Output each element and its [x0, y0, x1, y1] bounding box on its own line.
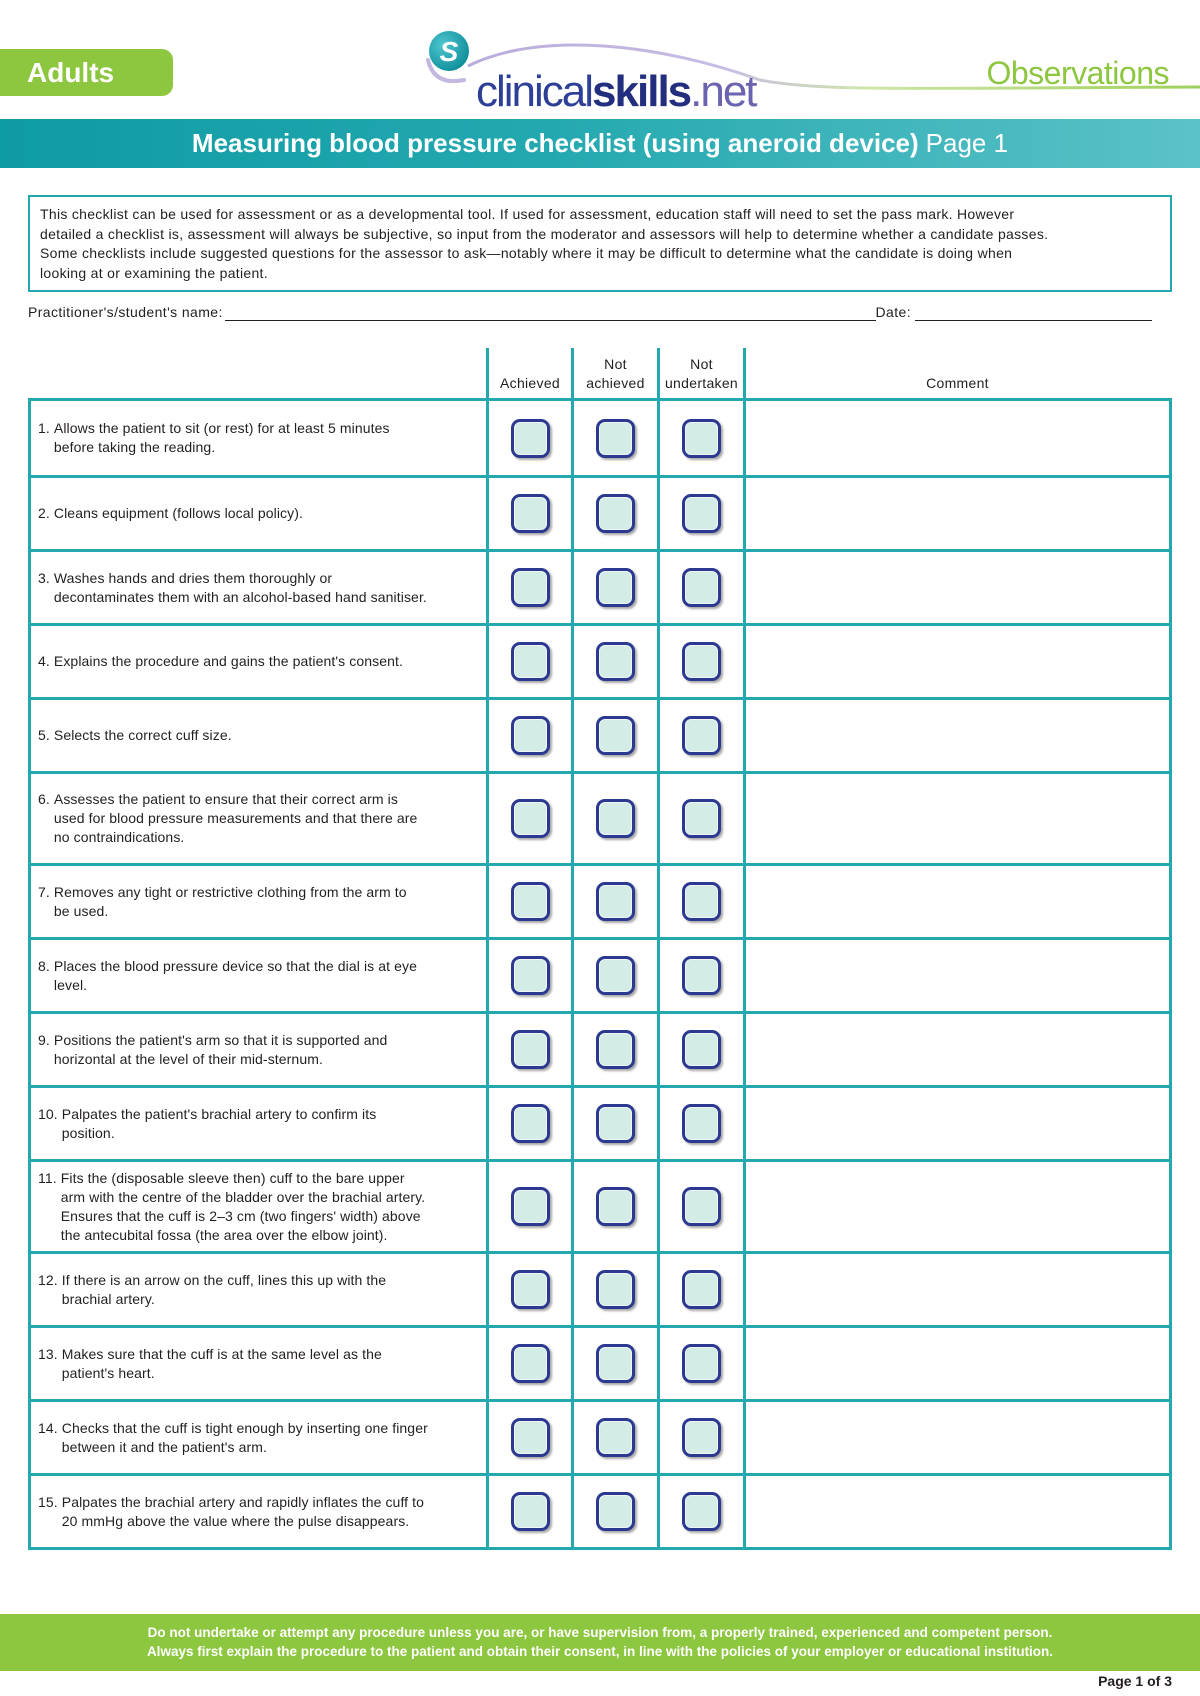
step-text	[54, 1031, 387, 1069]
step-text-line: Washes hands and dries them thoroughly or	[53, 569, 333, 586]
step-item	[38, 1419, 428, 1457]
not-achieved-checkbox[interactable]	[596, 1270, 635, 1309]
step-text-line: Removes any tight or restrictive clothing from the arm to	[53, 883, 407, 900]
step-text-line: decontaminates them with an alcohol-based hand sanitiser.	[53, 588, 427, 605]
step-text-line: Explains the procedure and gains the patient's consent.	[53, 653, 403, 669]
checklist-table	[28, 398, 1172, 1550]
achieved-cell	[486, 1162, 571, 1251]
name-field[interactable]	[225, 306, 876, 321]
column-header-not-undertaken	[657, 348, 743, 398]
date-label: Date:	[875, 304, 911, 320]
step-text	[54, 883, 407, 921]
checklist-row	[31, 549, 1169, 623]
column-header-comment	[743, 348, 1169, 398]
not-achieved-checkbox[interactable]	[596, 1418, 635, 1457]
not-achieved-checkbox[interactable]	[596, 1030, 635, 1069]
not-undertaken-cell	[657, 626, 743, 697]
logo-word-skills: skills	[592, 67, 691, 116]
comment-field[interactable]	[743, 401, 1169, 475]
step-cell	[31, 1328, 486, 1399]
step-cell	[31, 700, 486, 771]
step-item	[38, 419, 390, 457]
not-undertaken-cell	[657, 1328, 743, 1399]
step-number: 7.	[38, 883, 50, 900]
not-achieved-cell	[571, 1476, 657, 1547]
checklist-row	[31, 1473, 1169, 1547]
step-item	[38, 790, 417, 847]
not-undertaken-checkbox[interactable]	[682, 956, 721, 995]
not-achieved-checkbox[interactable]	[596, 1344, 635, 1383]
logo-wordmark	[476, 67, 756, 116]
step-cell	[31, 774, 486, 863]
checklist-row	[31, 1085, 1169, 1159]
step-text	[62, 1105, 377, 1143]
step-text	[54, 790, 417, 847]
step-text-line: Positions the patient's arm so that it is supported and	[53, 1031, 388, 1048]
step-number: 9.	[38, 1031, 50, 1048]
achieved-cell	[486, 401, 571, 475]
comment-field[interactable]	[743, 1014, 1169, 1085]
not-undertaken-cell	[657, 700, 743, 771]
not-achieved-checkbox[interactable]	[596, 956, 635, 995]
achieved-checkbox[interactable]	[511, 494, 550, 533]
column-header-label: Not undertaken	[664, 356, 739, 391]
achieved-checkbox[interactable]	[511, 1187, 550, 1226]
step-cell	[31, 1254, 486, 1325]
not-achieved-checkbox[interactable]	[596, 1187, 635, 1226]
step-cell	[31, 1162, 486, 1251]
step-cell	[31, 1402, 486, 1473]
logo-mark-letter: S	[439, 36, 459, 67]
step-item	[38, 1031, 387, 1069]
step-text-line: Allows the patient to sit (or rest) for at least 5 minutes	[53, 420, 390, 436]
achieved-cell	[486, 1328, 571, 1399]
date-field[interactable]	[915, 306, 1152, 321]
not-undertaken-checkbox[interactable]	[682, 716, 721, 755]
not-undertaken-checkbox[interactable]	[682, 1344, 721, 1383]
not-undertaken-cell	[657, 866, 743, 937]
not-undertaken-cell	[657, 1254, 743, 1325]
not-achieved-cell	[571, 774, 657, 863]
column-header-label: Achieved	[500, 375, 560, 391]
not-achieved-checkbox[interactable]	[596, 1492, 635, 1531]
step-number: 3.	[38, 569, 50, 586]
step-number: 4.	[38, 653, 50, 669]
not-achieved-checkbox[interactable]	[596, 882, 635, 921]
achieved-checkbox[interactable]	[511, 419, 550, 458]
comment-field[interactable]	[743, 1162, 1169, 1251]
step-text	[54, 726, 232, 745]
achieved-checkbox[interactable]	[511, 642, 550, 681]
header-spacer	[31, 348, 486, 398]
achieved-cell	[486, 478, 571, 549]
step-text-line: Checks that the cuff is tight enough by inserting one finger	[61, 1419, 428, 1436]
step-number: 12.	[38, 1271, 58, 1288]
step-number: 15.	[38, 1493, 58, 1510]
step-cell	[31, 940, 486, 1011]
achieved-cell	[486, 700, 571, 771]
table-header	[31, 348, 1169, 398]
achieved-checkbox[interactable]	[511, 1030, 550, 1069]
comment-field[interactable]	[743, 1476, 1169, 1547]
step-item	[38, 883, 407, 921]
not-achieved-checkbox[interactable]	[596, 568, 635, 607]
step-item	[38, 726, 232, 745]
achieved-cell	[486, 626, 571, 697]
checklist-row	[31, 697, 1169, 771]
step-item	[38, 1493, 424, 1531]
step-cell	[31, 552, 486, 623]
not-achieved-checkbox[interactable]	[596, 419, 635, 458]
step-cell	[31, 1476, 486, 1547]
achieved-cell	[486, 1402, 571, 1473]
not-achieved-cell	[571, 866, 657, 937]
step-text-line: patient's heart.	[61, 1364, 155, 1381]
comment-field[interactable]	[743, 478, 1169, 549]
page-title: Measuring blood pressure checklist (using aneroid device)	[191, 128, 919, 158]
not-undertaken-cell	[657, 1088, 743, 1159]
not-undertaken-checkbox[interactable]	[682, 1104, 721, 1143]
achieved-cell	[486, 1476, 571, 1547]
achieved-checkbox[interactable]	[511, 1344, 550, 1383]
not-achieved-cell	[571, 700, 657, 771]
not-undertaken-checkbox[interactable]	[682, 1492, 721, 1531]
checklist-row	[31, 1399, 1169, 1473]
not-undertaken-checkbox[interactable]	[682, 1187, 721, 1226]
checklist-row	[31, 401, 1169, 475]
achieved-checkbox[interactable]	[511, 882, 550, 921]
step-item	[38, 1169, 425, 1245]
safety-notice-line: Always first explain the procedure to the patient and obtain their consent, in line with the policies of your employer or educational institution.	[146, 1644, 1054, 1659]
step-item	[38, 504, 303, 523]
step-text-line: brachial artery.	[61, 1290, 155, 1307]
candidate-details	[28, 302, 1152, 321]
not-undertaken-checkbox[interactable]	[682, 1030, 721, 1069]
achieved-checkbox[interactable]	[511, 1270, 550, 1309]
checklist-row	[31, 1011, 1169, 1085]
not-undertaken-cell	[657, 401, 743, 475]
step-cell	[31, 401, 486, 475]
checklist-row	[31, 475, 1169, 549]
step-text-line: 20 mmHg above the value where the pulse disappears.	[61, 1512, 410, 1529]
step-item	[38, 1271, 386, 1309]
not-undertaken-cell	[657, 1476, 743, 1547]
category-tab-adults: Adults	[0, 49, 173, 96]
checklist-row	[31, 937, 1169, 1011]
not-achieved-cell	[571, 1254, 657, 1325]
safety-notice	[0, 1614, 1200, 1671]
step-number: 11.	[38, 1169, 57, 1186]
achieved-cell	[486, 866, 571, 937]
step-text-line: Makes sure that the cuff is at the same level as the	[61, 1345, 382, 1362]
logo-word-net: .net	[690, 67, 756, 116]
not-undertaken-cell	[657, 552, 743, 623]
step-text-line: Ensures that the cuff is 2–3 cm (two fingers' width) above	[60, 1207, 421, 1224]
step-text	[54, 419, 390, 457]
not-achieved-checkbox[interactable]	[596, 799, 635, 838]
logo-word-clinical: clinical	[476, 67, 593, 116]
not-undertaken-cell	[657, 1162, 743, 1251]
intro-box	[28, 195, 1172, 292]
not-achieved-cell	[571, 1402, 657, 1473]
step-cell	[31, 1014, 486, 1085]
not-undertaken-checkbox[interactable]	[682, 882, 721, 921]
checklist-row	[31, 863, 1169, 937]
not-undertaken-cell	[657, 1402, 743, 1473]
step-text-line: Palpates the brachial artery and rapidly inflates the cuff to	[61, 1493, 425, 1510]
intro-line: looking at or examining the patient.	[40, 264, 268, 281]
comment-field[interactable]	[743, 1402, 1169, 1473]
checklist-row	[31, 1159, 1169, 1251]
step-text	[62, 1419, 428, 1457]
achieved-cell	[486, 940, 571, 1011]
step-text	[61, 1169, 425, 1245]
step-text-line: before taking the reading.	[53, 439, 216, 455]
not-achieved-cell	[571, 401, 657, 475]
achieved-checkbox[interactable]	[511, 799, 550, 838]
not-undertaken-checkbox[interactable]	[682, 642, 721, 681]
step-text	[54, 569, 427, 607]
checklist-row	[31, 1325, 1169, 1399]
column-header-not-achieved	[571, 348, 657, 398]
step-number: 5.	[38, 727, 50, 743]
not-achieved-cell	[571, 1088, 657, 1159]
step-item	[38, 1105, 376, 1143]
not-achieved-cell	[571, 1162, 657, 1251]
comment-field[interactable]	[743, 1328, 1169, 1399]
step-cell	[31, 626, 486, 697]
step-text-line: used for blood pressure measurements and that there are	[53, 810, 418, 826]
not-undertaken-checkbox[interactable]	[682, 1418, 721, 1457]
checklist-row	[31, 1251, 1169, 1325]
page-number: Page 1 of 3	[1098, 1673, 1172, 1689]
achieved-cell	[486, 1088, 571, 1159]
step-text-line: arm with the centre of the bladder over the brachial artery.	[60, 1188, 426, 1205]
achieved-checkbox[interactable]	[511, 1492, 550, 1531]
intro-line: This checklist can be used for assessment or as a developmental tool. If used for assessment, education staff will need to set the pass mark. However	[40, 206, 1015, 222]
column-header-label: Not achieved	[586, 356, 645, 391]
not-achieved-checkbox[interactable]	[596, 716, 635, 755]
title-banner	[0, 119, 1200, 168]
achieved-cell	[486, 552, 571, 623]
step-number: 8.	[38, 957, 50, 974]
step-number: 14.	[38, 1419, 58, 1436]
step-number: 6.	[38, 791, 50, 807]
not-undertaken-checkbox[interactable]	[682, 494, 721, 533]
step-number: 13.	[38, 1345, 58, 1362]
step-text-line: Places the blood pressure device so that the dial is at eye	[53, 957, 418, 974]
step-text-line: level.	[53, 976, 88, 993]
step-text-line: horizontal at the level of their mid-sternum.	[53, 1050, 323, 1067]
not-undertaken-cell	[657, 1014, 743, 1085]
not-achieved-checkbox[interactable]	[596, 1104, 635, 1143]
not-achieved-checkbox[interactable]	[596, 642, 635, 681]
step-cell	[31, 1088, 486, 1159]
intro-line: Some checklists include suggested questions for the assessor to ask—notably where it may be difficult to determine what the candidate is doing when	[40, 245, 1013, 261]
step-text	[62, 1493, 424, 1531]
not-undertaken-cell	[657, 940, 743, 1011]
not-achieved-cell	[571, 478, 657, 549]
not-undertaken-cell	[657, 478, 743, 549]
step-text	[54, 504, 303, 523]
achieved-checkbox[interactable]	[511, 1104, 550, 1143]
step-text-line: Palpates the patient's brachial artery to confirm its	[61, 1105, 377, 1122]
step-text-line: position.	[61, 1124, 115, 1141]
achieved-checkbox[interactable]	[511, 716, 550, 755]
comment-field[interactable]	[743, 1088, 1169, 1159]
intro-line: detailed a checklist is, assessment will always be subjective, so input from the moderator and assessors will help to determine whether a candidate passes.	[40, 225, 1049, 242]
step-number: 10.	[38, 1105, 58, 1122]
safety-notice-line: Do not undertake or attempt any procedure unless you are, or have supervision from, a properly trained, experienced and competent person.	[147, 1625, 1053, 1640]
not-undertaken-checkbox[interactable]	[682, 568, 721, 607]
step-item	[38, 652, 403, 671]
step-cell	[31, 866, 486, 937]
step-item	[38, 1345, 382, 1383]
step-item	[38, 957, 417, 995]
step-text-line: Fits the (disposable sleeve then) cuff to the bare upper	[60, 1169, 405, 1186]
achieved-cell	[486, 1254, 571, 1325]
step-text-line: the antecubital fossa (the area over the elbow joint).	[60, 1226, 388, 1243]
step-text-line: be used.	[53, 902, 109, 919]
not-achieved-cell	[571, 626, 657, 697]
comment-field[interactable]	[743, 700, 1169, 771]
achieved-checkbox[interactable]	[511, 1418, 550, 1457]
achieved-checkbox[interactable]	[511, 956, 550, 995]
name-label: Practitioner's/student's name:	[28, 304, 223, 320]
column-header-label: Comment	[926, 375, 989, 391]
step-text-line: Selects the correct cuff size.	[53, 727, 232, 743]
not-achieved-cell	[571, 1014, 657, 1085]
not-undertaken-checkbox[interactable]	[682, 1270, 721, 1309]
section-label: Observations	[986, 55, 1169, 91]
not-undertaken-checkbox[interactable]	[682, 799, 721, 838]
comment-field[interactable]	[743, 774, 1169, 863]
not-achieved-cell	[571, 1328, 657, 1399]
step-text-line: between it and the patient's arm.	[61, 1438, 267, 1455]
not-achieved-cell	[571, 552, 657, 623]
comment-field[interactable]	[743, 552, 1169, 623]
not-achieved-checkbox[interactable]	[596, 494, 635, 533]
comment-field[interactable]	[743, 626, 1169, 697]
step-text-line: Assesses the patient to ensure that their correct arm is	[53, 791, 398, 807]
not-achieved-cell	[571, 940, 657, 1011]
page-title-page: Page 1	[925, 128, 1009, 158]
comment-field[interactable]	[743, 1254, 1169, 1325]
step-text	[54, 652, 403, 671]
step-text	[54, 957, 417, 995]
not-undertaken-checkbox[interactable]	[682, 419, 721, 458]
column-header-achieved	[486, 348, 571, 398]
step-number: 2.	[38, 505, 50, 521]
not-undertaken-cell	[657, 774, 743, 863]
step-item	[38, 569, 427, 607]
step-text	[62, 1345, 382, 1383]
step-number: 1.	[38, 420, 50, 436]
step-text-line: Cleans equipment (follows local policy).	[53, 505, 303, 521]
step-text-line: If there is an arrow on the cuff, lines this up with the	[61, 1271, 387, 1288]
comment-field[interactable]	[743, 940, 1169, 1011]
achieved-checkbox[interactable]	[511, 568, 550, 607]
achieved-cell	[486, 1014, 571, 1085]
step-text-line: no contraindications.	[53, 829, 185, 845]
step-text	[62, 1271, 386, 1309]
checklist-row	[31, 771, 1169, 863]
checklist-row	[31, 623, 1169, 697]
achieved-cell	[486, 774, 571, 863]
comment-field[interactable]	[743, 866, 1169, 937]
step-cell	[31, 478, 486, 549]
